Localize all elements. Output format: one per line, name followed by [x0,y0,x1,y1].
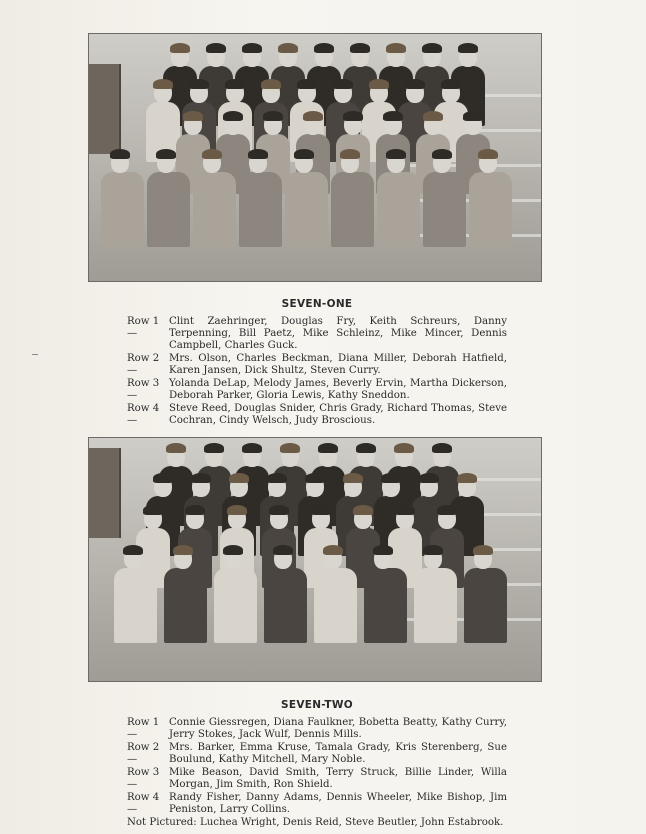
caption-row [127,378,507,402]
caption-seven-two [127,699,507,829]
class-photo-seven-two [88,437,542,682]
students-group [89,438,541,681]
row-names: Mrs. Barker, Emma Kruse, Tamala Grady, Kris Sterenberg, Sue Boulund, Kathy Mitchell, Mary Noble. [169,742,507,765]
row-names: Mrs. Olson, Charles Beckman, Diana Miller, Deborah Hatfield, Karen Jansen, Dick Shultz, Steven Curry. [169,353,507,376]
row-label: Row 1— [127,717,160,740]
not-pictured-note: Not Pictured: Luchea Wright, Denis Reid, Steve Beutler, John Estabrook. [127,817,504,828]
row-names: Clint Zaehringer, Douglas Fry, Keith Schreurs, Danny Terpenning, Bill Paetz, Mike Schleinz, Mike Mincer, Dennis Campbell, Charles Guck. [169,316,507,351]
caption-row [127,316,507,352]
row-names: Yolanda DeLap, Melody James, Beverly Ervin, Martha Dickerson, Deborah Parker, Gloria Lewis, Kathy Sneddon. [169,378,507,401]
caption-row [127,742,507,766]
caption-row [127,403,507,427]
class-photo-seven-one [88,33,542,282]
row-label: Row 3— [127,767,160,790]
row-label: Row 2— [127,353,160,376]
caption-row [127,353,507,377]
row-label: Row 3— [127,378,160,401]
row-label: Row 4— [127,403,160,426]
caption-seven-one [127,298,507,428]
row-names: Steve Reed, Douglas Snider, Chris Grady, Richard Thomas, Steve Cochran, Cindy Welsch, Judy Broscious. [169,403,507,426]
row-label: Row 2— [127,742,160,765]
row-names: Randy Fisher, Danny Adams, Dennis Wheeler, Mike Bishop, Jim Peniston, Larry Collins. [169,792,507,815]
row-label: Row 1— [127,316,160,339]
caption-row [127,792,507,816]
caption-row [127,717,507,741]
section-title: SEVEN-TWO [280,699,353,711]
row-names: Connie Giessregen, Diana Faulkner, Bobetta Beatty, Kathy Curry, Jerry Stokes, Jack Wulf, Dennis Mills. [169,717,507,740]
students-group [89,34,541,281]
row-label: Row 4— [127,792,160,815]
caption-row [127,767,507,791]
row-names: Mike Beason, David Smith, Terry Struck, Billie Linder, Willa Morgan, Jim Smith, Ron Shield. [169,767,507,790]
margin-mark [32,354,38,355]
section-title: SEVEN-ONE [281,298,353,310]
